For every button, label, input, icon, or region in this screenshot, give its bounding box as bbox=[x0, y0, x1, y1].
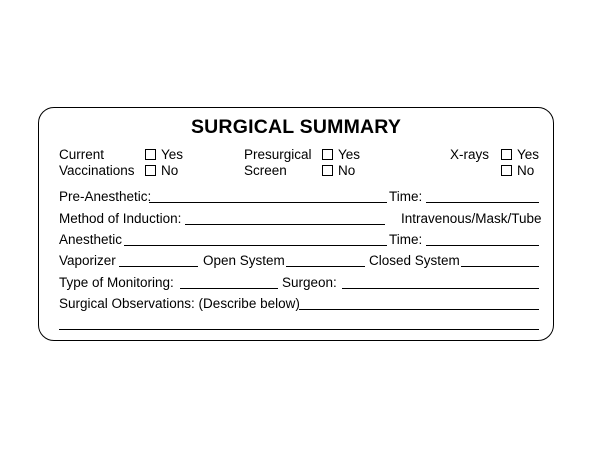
current-vaccinations-label-line2: Vaccinations bbox=[59, 163, 135, 178]
vaccinations-no-option[interactable] bbox=[145, 163, 178, 178]
xrays-no-checkbox[interactable] bbox=[501, 165, 512, 176]
vaccinations-yes-option[interactable] bbox=[145, 147, 183, 162]
current-vaccinations-label-line1: Current bbox=[59, 147, 105, 162]
surgical-observations-line[interactable] bbox=[299, 309, 539, 310]
type-of-monitoring-label: Type of Monitoring: bbox=[59, 275, 174, 290]
time-line-1[interactable] bbox=[426, 202, 539, 203]
time-label-2: Time: bbox=[389, 232, 423, 247]
pre-anesthetic-label: Pre-Anesthetic: bbox=[59, 189, 152, 204]
anesthetic-label: Anesthetic bbox=[59, 232, 123, 247]
presurgical-screen-label-line2: Screen bbox=[244, 163, 287, 178]
vaccinations-no-text: No bbox=[161, 163, 179, 178]
presurgical-no-option[interactable] bbox=[322, 163, 355, 178]
presurgical-yes-text: Yes bbox=[338, 147, 361, 162]
closed-system-line[interactable] bbox=[461, 266, 539, 267]
time-line-2[interactable] bbox=[426, 245, 539, 246]
presurgical-yes-checkbox[interactable] bbox=[322, 149, 333, 160]
vaccinations-yes-text: Yes bbox=[161, 147, 184, 162]
observations-blank-line[interactable] bbox=[59, 329, 539, 330]
presurgical-no-text: No bbox=[338, 163, 356, 178]
open-system-line[interactable] bbox=[286, 266, 365, 267]
method-of-induction-label: Method of Induction: bbox=[59, 211, 182, 226]
method-of-induction-line[interactable] bbox=[185, 224, 385, 225]
xrays-yes-text: Yes bbox=[517, 147, 540, 162]
xrays-label: X-rays bbox=[450, 147, 490, 162]
surgical-observations-label: Surgical Observations: (Describe below) bbox=[59, 296, 300, 311]
xrays-yes-option[interactable] bbox=[501, 147, 539, 162]
vaporizer-label: Vaporizer bbox=[59, 253, 116, 268]
time-label-1: Time: bbox=[389, 189, 423, 204]
anesthetic-line[interactable] bbox=[124, 245, 387, 246]
surgeon-label: Surgeon: bbox=[282, 275, 337, 290]
open-system-label: Open System bbox=[203, 253, 285, 268]
type-of-monitoring-line[interactable] bbox=[180, 288, 278, 289]
xrays-no-option[interactable] bbox=[501, 163, 534, 178]
form-title: SURGICAL SUMMARY bbox=[190, 116, 402, 138]
pre-anesthetic-line[interactable] bbox=[149, 202, 387, 203]
presurgical-yes-option[interactable] bbox=[322, 147, 360, 162]
closed-system-label: Closed System bbox=[369, 253, 460, 268]
surgeon-line[interactable] bbox=[342, 288, 539, 289]
vaccinations-yes-checkbox[interactable] bbox=[145, 149, 156, 160]
vaccinations-no-checkbox[interactable] bbox=[145, 165, 156, 176]
vaporizer-line[interactable] bbox=[119, 266, 198, 267]
presurgical-screen-label-line1: Presurgical bbox=[244, 147, 312, 162]
induction-options-text: Intravenous/Mask/Tube bbox=[401, 211, 542, 226]
presurgical-no-checkbox[interactable] bbox=[322, 165, 333, 176]
xrays-yes-checkbox[interactable] bbox=[501, 149, 512, 160]
xrays-no-text: No bbox=[517, 163, 535, 178]
surgical-summary-label bbox=[38, 107, 554, 341]
